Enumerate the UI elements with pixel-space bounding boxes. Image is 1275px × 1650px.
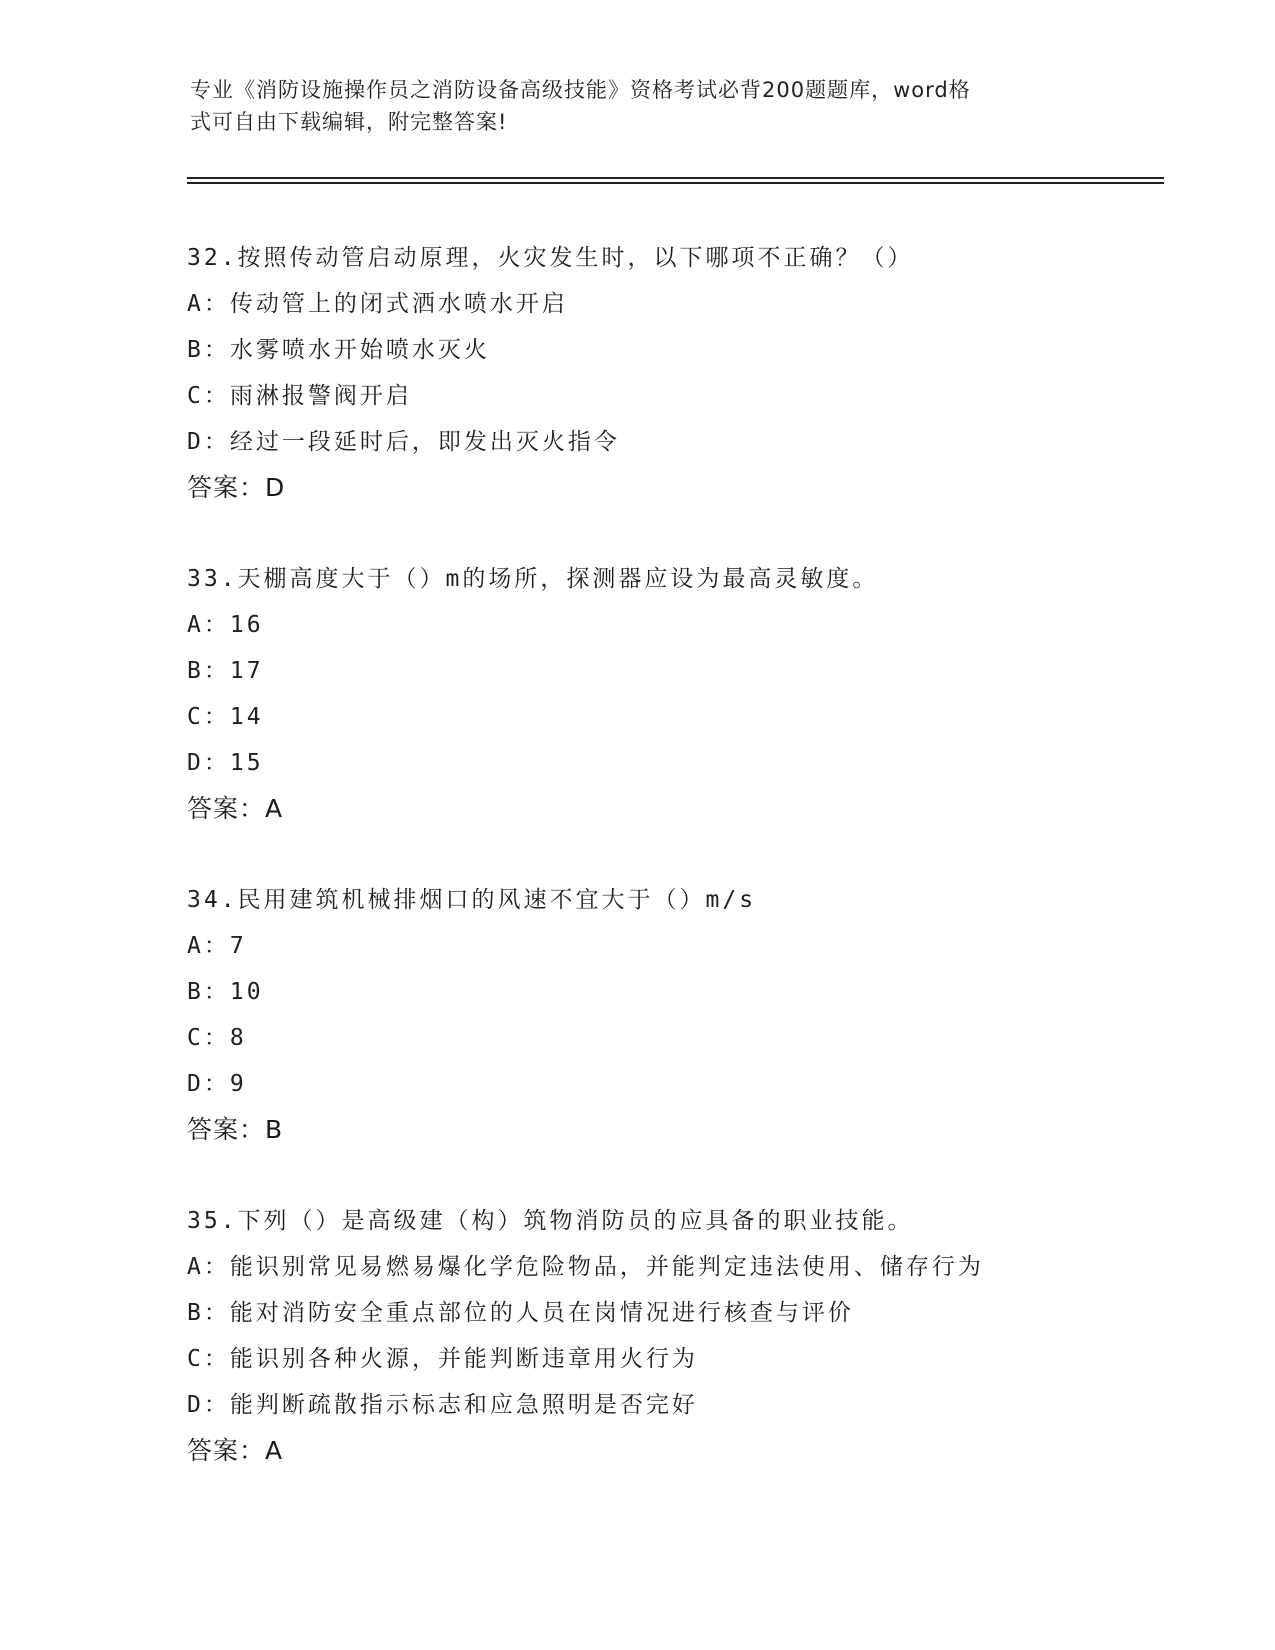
option-d: D：9 — [187, 1071, 247, 1097]
option-b: B：能对消防安全重点部位的人员在岗情况进行核查与评价 — [187, 1300, 854, 1326]
option-c: C：14 — [187, 704, 264, 730]
option-d: D：能判断疏散指示标志和应急照明是否完好 — [187, 1392, 698, 1418]
answer-line: 答案：B — [187, 1115, 284, 1144]
option-c: C：8 — [187, 1025, 247, 1051]
question-stem: 33.天棚高度大于（）m的场所，探测器应设为最高灵敏度。 — [187, 566, 879, 592]
question-35 — [187, 1198, 1187, 1474]
document-header — [190, 74, 1070, 138]
option-a: A：传动管上的闭式洒水喷水开启 — [187, 291, 568, 317]
question-32 — [187, 235, 1187, 511]
option-b: B：10 — [187, 979, 264, 1005]
question-stem: 35.下列（）是高级建（构）筑物消防员的应具备的职业技能。 — [187, 1208, 914, 1234]
option-b: B：水雾喷水开始喷水灭火 — [187, 337, 490, 363]
header-line-1: 专业《消防设施操作员之消防设备高级技能》资格考试必背200题题库，word格 — [190, 78, 971, 102]
answer-line: 答案：D — [187, 473, 286, 502]
question-stem: 32.按照传动管启动原理，火灾发生时，以下哪项不正确？（） — [187, 245, 914, 271]
option-a: A：能识别常见易燃易爆化学危险物品，并能判定违法使用、储存行为 — [187, 1254, 984, 1280]
answer-line: 答案：A — [187, 794, 284, 823]
question-34 — [187, 877, 1187, 1153]
option-d: D：经过一段延时后，即发出灭火指令 — [187, 429, 620, 455]
header-divider-top — [187, 177, 1164, 179]
option-d: D：15 — [187, 750, 264, 776]
question-stem: 34.民用建筑机械排烟口的风速不宜大于（）m/s — [187, 887, 757, 913]
question-33 — [187, 556, 1187, 832]
header-divider-bottom — [187, 182, 1164, 184]
header-line-2: 式可自由下载编辑，附完整答案! — [190, 110, 508, 134]
option-a: A：16 — [187, 612, 264, 638]
option-b: B：17 — [187, 658, 264, 684]
option-c: C：雨淋报警阀开启 — [187, 383, 412, 409]
option-a: A：7 — [187, 933, 247, 959]
option-c: C：能识别各种火源，并能判断违章用火行为 — [187, 1346, 698, 1372]
answer-line: 答案：A — [187, 1436, 284, 1465]
